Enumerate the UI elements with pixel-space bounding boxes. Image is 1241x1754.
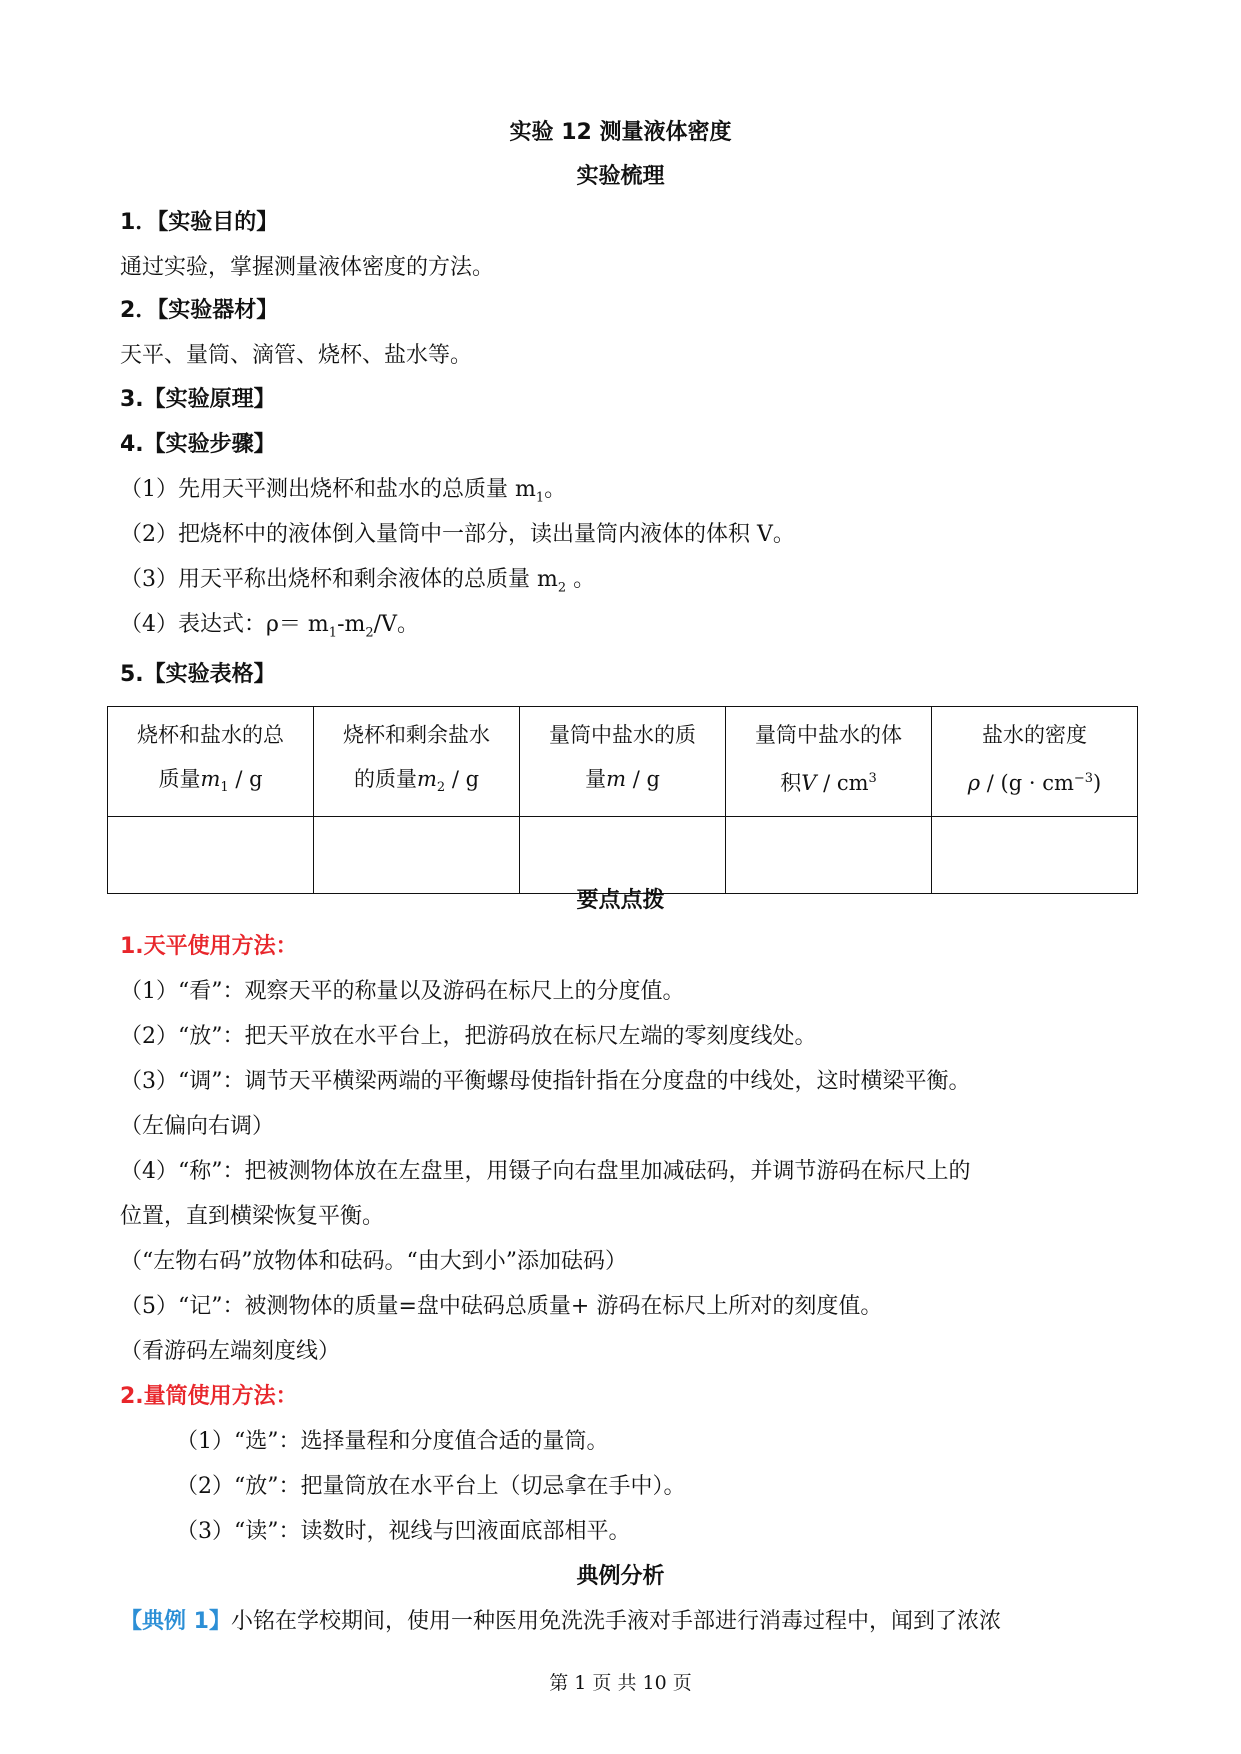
balance-item: 位置，直到横梁恢复平衡。 xyxy=(120,1204,385,1229)
page-footer: 第 1 页 共 10 页 xyxy=(549,1672,692,1694)
table-header-cell: 烧杯和盐水的总 质量$m_1$ / g xyxy=(108,707,314,817)
balance-item: （4）“称”：把被测物体放在左盘里，用镊子向右盘里加减砝码，并调节游码在标尺上的 xyxy=(120,1159,971,1184)
section-heading-example: 典例分析 xyxy=(576,1564,665,1589)
step-3: （3）用天平称出烧杯和剩余液体的总质量 $m_2$ 。 xyxy=(120,567,596,596)
balance-item: （“左物右码”放物体和砝码。“由大到小”添加砝码） xyxy=(120,1249,627,1274)
table-header-cell: 盐水的密度 $\rho / (g \cdot cm^{-3})$ xyxy=(932,707,1138,817)
table-row xyxy=(108,817,1138,894)
balance-item: （左偏向右调） xyxy=(120,1114,275,1139)
section-heading-tips: 要点点拨 xyxy=(576,888,665,913)
cylinder-item: （2）“放”：把量筒放在水平台上（切忌拿在手中）。 xyxy=(176,1474,686,1499)
table-header-cell: 量筒中盐水的质 量m / g xyxy=(520,707,726,817)
equipment-text: 天平、量筒、滴管、烧杯、盐水等。 xyxy=(120,343,473,368)
heading-equipment: 2．【实验器材】 xyxy=(120,298,279,323)
section-heading-sort: 实验梳理 xyxy=(576,164,665,189)
balance-item: （2）“放”：把天平放在水平台上，把游码放在标尺左端的零刻度线处。 xyxy=(120,1024,817,1049)
example-tag: 【典例 1】 xyxy=(120,1609,231,1634)
table-cell xyxy=(932,817,1138,894)
document-title: 实验 12 测量液体密度 xyxy=(509,120,732,145)
heading-principle: 3.【实验原理】 xyxy=(120,387,276,412)
balance-item: （5）“记”：被测物体的质量=盘中砝码总质量+ 游码在标尺上所对的刻度值。 xyxy=(120,1294,883,1319)
cylinder-item: （3）“读”：读数时，视线与凹液面底部相平。 xyxy=(176,1519,631,1544)
cylinder-usage-title: 2.量筒使用方法： xyxy=(120,1384,298,1409)
balance-item: （1）“看”：观察天平的称量以及游码在标尺上的分度值。 xyxy=(120,979,685,1004)
purpose-text: 通过实验，掌握测量液体密度的方法。 xyxy=(120,255,495,280)
experiment-table xyxy=(107,706,1138,894)
table-cell xyxy=(726,817,932,894)
balance-item: （看游码左端刻度线） xyxy=(120,1339,341,1364)
example-paragraph: 【典例 1】小铭在学校期间，使用一种医用免洗洗手液对手部进行消毒过程中，闻到了浓浓 xyxy=(120,1609,1001,1634)
step-2: （2）把烧杯中的液体倒入量筒中一部分，读出量筒内液体的体积 V。 xyxy=(120,522,795,547)
balance-usage-title: 1.天平使用方法： xyxy=(120,934,298,959)
balance-item: （3）“调”：调节天平横梁两端的平衡螺母使指针指在分度盘的中线处，这时横梁平衡。 xyxy=(120,1069,971,1094)
heading-purpose: 1．【实验目的】 xyxy=(120,210,279,235)
table-cell xyxy=(520,817,726,894)
table-header-cell: 烧杯和剩余盐水 的质量$m_2$ / g xyxy=(314,707,520,817)
step-1: （1）先用天平测出烧杯和盐水的总质量 $m_1$。 xyxy=(120,477,567,506)
table-cell xyxy=(108,817,314,894)
table-header-cell: 量筒中盐水的体 积V / $cm^3$ xyxy=(726,707,932,817)
table-header-row xyxy=(108,707,1138,817)
heading-table: 5.【实验表格】 xyxy=(120,662,276,687)
heading-steps: 4.【实验步骤】 xyxy=(120,432,276,457)
table-cell xyxy=(314,817,520,894)
step-4: （4）表达式：$\rho= m_1-m_2/V$。 xyxy=(120,612,419,641)
cylinder-item: （1）“选”：选择量程和分度值合适的量筒。 xyxy=(176,1429,609,1454)
